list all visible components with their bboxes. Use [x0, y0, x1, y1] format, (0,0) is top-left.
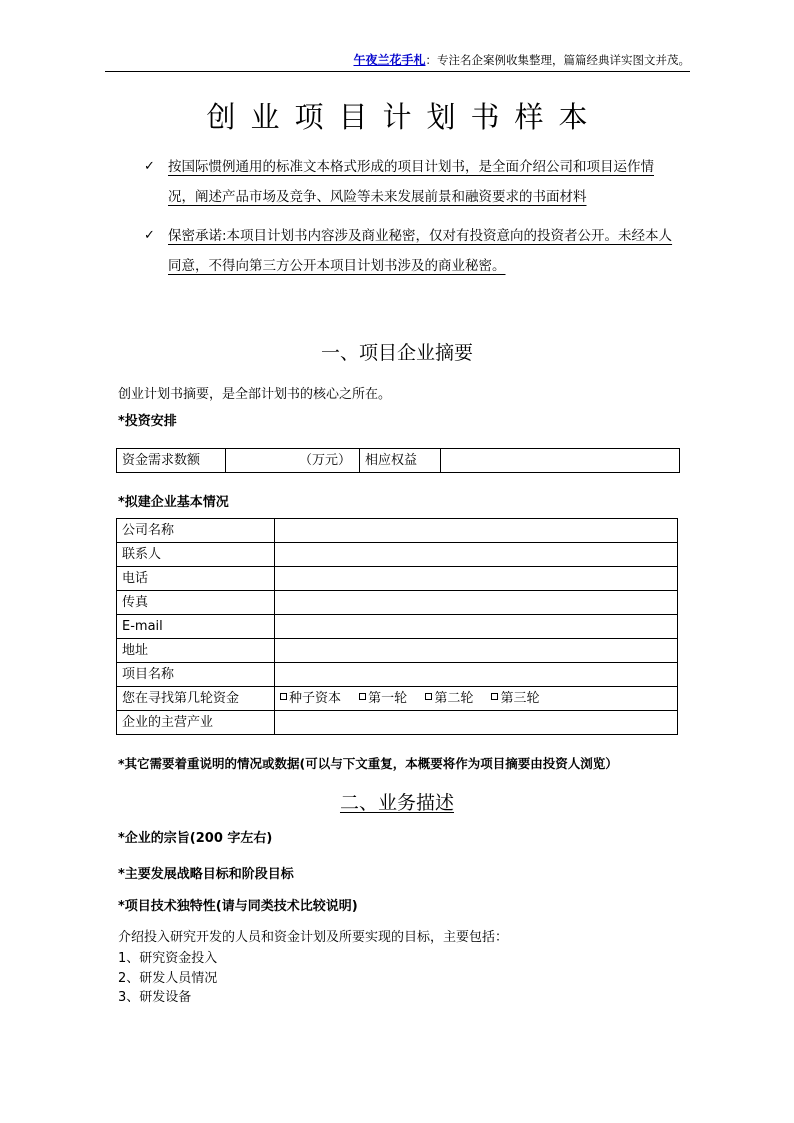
checkbox-option-round-3[interactable] — [491, 690, 539, 707]
checkbox-icon[interactable] — [425, 693, 432, 700]
corresponding-equity-cell[interactable] — [441, 449, 680, 473]
list-item — [140, 221, 680, 281]
checkbox-icon[interactable] — [491, 693, 498, 700]
intro-bullet-list — [140, 152, 680, 290]
row-label-address: 地址 — [117, 639, 275, 663]
checkmark-icon: ✓ — [144, 228, 155, 243]
list-item: 2、研发人员情况 — [118, 970, 218, 986]
corresponding-equity-label: 相应权益 — [360, 449, 441, 473]
company-purpose-label: *企业的宗旨(200 字左右) — [118, 831, 273, 846]
checkbox-option-round-1[interactable] — [359, 690, 407, 707]
row-label-project-name: 项目名称 — [117, 663, 275, 687]
row-value-email[interactable] — [275, 615, 678, 639]
investment-arrangement-label: *投资安排 — [118, 414, 177, 429]
page-title: 创业项目计划书样本 — [206, 100, 603, 134]
header-brand-link[interactable]: 午夜兰花手札 — [353, 53, 426, 67]
header-text-line — [105, 52, 690, 71]
table-row — [117, 711, 678, 735]
list-item: 1、研究资金投入 — [118, 951, 218, 966]
row-label-email: E-mail — [117, 615, 275, 639]
header-tagline: 专注名企案例收集整理，篇篇经典详实图文并茂。 — [437, 53, 690, 67]
checkbox-icon[interactable] — [359, 693, 366, 700]
other-info-note: *其它需要着重说明的情况或数据(可以与下文重复，本概要将作为项目摘要由投资人浏览） — [118, 756, 618, 771]
checkbox-label-round-3: 第三轮 — [500, 691, 540, 706]
table-row — [117, 449, 680, 473]
strategy-goals-label: *主要发展战略目标和阶段目标 — [118, 867, 294, 882]
table-row — [117, 687, 678, 711]
section-heading-one-label: 一、项目企业摘要 — [320, 342, 473, 364]
row-value-address[interactable] — [275, 639, 678, 663]
list-item — [140, 152, 680, 212]
checkbox-icon[interactable] — [280, 693, 287, 700]
row-value-main-industry[interactable] — [275, 711, 678, 735]
rd-intro-line: 介绍投入研究开发的人员和资金计划及所要实现的目标，主要包括： — [118, 930, 509, 945]
row-label-funding-round: 您在寻找第几轮资金 — [117, 687, 275, 711]
section-heading-two-label: 二、业务描述 — [339, 792, 454, 814]
row-value-fax[interactable] — [275, 591, 678, 615]
funding-round-options — [280, 691, 553, 706]
bullet-text: 按国际惯例通用的标准文本格式形成的项目计划书，是全面介绍公司和项目运作情况，阐述产品市场及竞争、风险等未来发展前景和融资要求的书面材料 — [168, 159, 654, 205]
tech-uniqueness-label: *项目技术独特性(请与同类技术比较说明) — [118, 899, 358, 914]
row-value-company-name[interactable] — [275, 519, 678, 543]
table-row — [117, 663, 678, 687]
row-label-main-industry: 企业的主营产业 — [117, 711, 275, 735]
row-value-contact-person[interactable] — [275, 543, 678, 567]
page-header — [105, 52, 690, 72]
row-label-phone: 电话 — [117, 567, 275, 591]
company-info-table — [116, 518, 678, 735]
section-heading-two — [0, 790, 794, 816]
basic-info-label: *拟建企业基本情况 — [118, 495, 229, 510]
row-label-contact-person: 联系人 — [117, 543, 275, 567]
checkbox-option-seed[interactable] — [280, 690, 341, 707]
row-label-fax: 传真 — [117, 591, 275, 615]
header-separator: ： — [425, 53, 437, 67]
row-label-company-name: 公司名称 — [117, 519, 275, 543]
table-row — [117, 639, 678, 663]
checkbox-label-seed: 种子资本 — [289, 691, 342, 706]
table-row — [117, 567, 678, 591]
funding-amount-label: 资金需求数额 — [117, 449, 226, 473]
checkbox-label-round-2: 第二轮 — [434, 691, 474, 706]
row-value-funding-round — [275, 687, 678, 711]
table-row — [117, 591, 678, 615]
funding-unit-cell[interactable]: （万元） — [226, 449, 360, 473]
list-item: 3、研发设备 — [118, 990, 192, 1005]
header-divider — [105, 71, 690, 72]
funding-table — [116, 448, 680, 473]
table-row — [117, 615, 678, 639]
row-value-phone[interactable] — [275, 567, 678, 591]
row-value-project-name[interactable] — [275, 663, 678, 687]
checkbox-label-round-1: 第一轮 — [368, 691, 408, 706]
rd-numbered-list — [118, 949, 217, 1008]
checkmark-icon: ✓ — [144, 159, 155, 174]
section-heading-one — [0, 340, 794, 366]
table-row — [117, 519, 678, 543]
table-row — [117, 543, 678, 567]
bullet-text: 保密承诺:本项目计划书内容涉及商业秘密，仅对有投资意向的投资者公开。未经本人同意，不得向第三方公开本项目计划书涉及的商业秘密。 — [168, 228, 673, 274]
checkbox-option-round-2[interactable] — [425, 690, 473, 707]
abstract-note: 创业计划书摘要，是全部计划书的核心之所在。 — [118, 387, 392, 402]
